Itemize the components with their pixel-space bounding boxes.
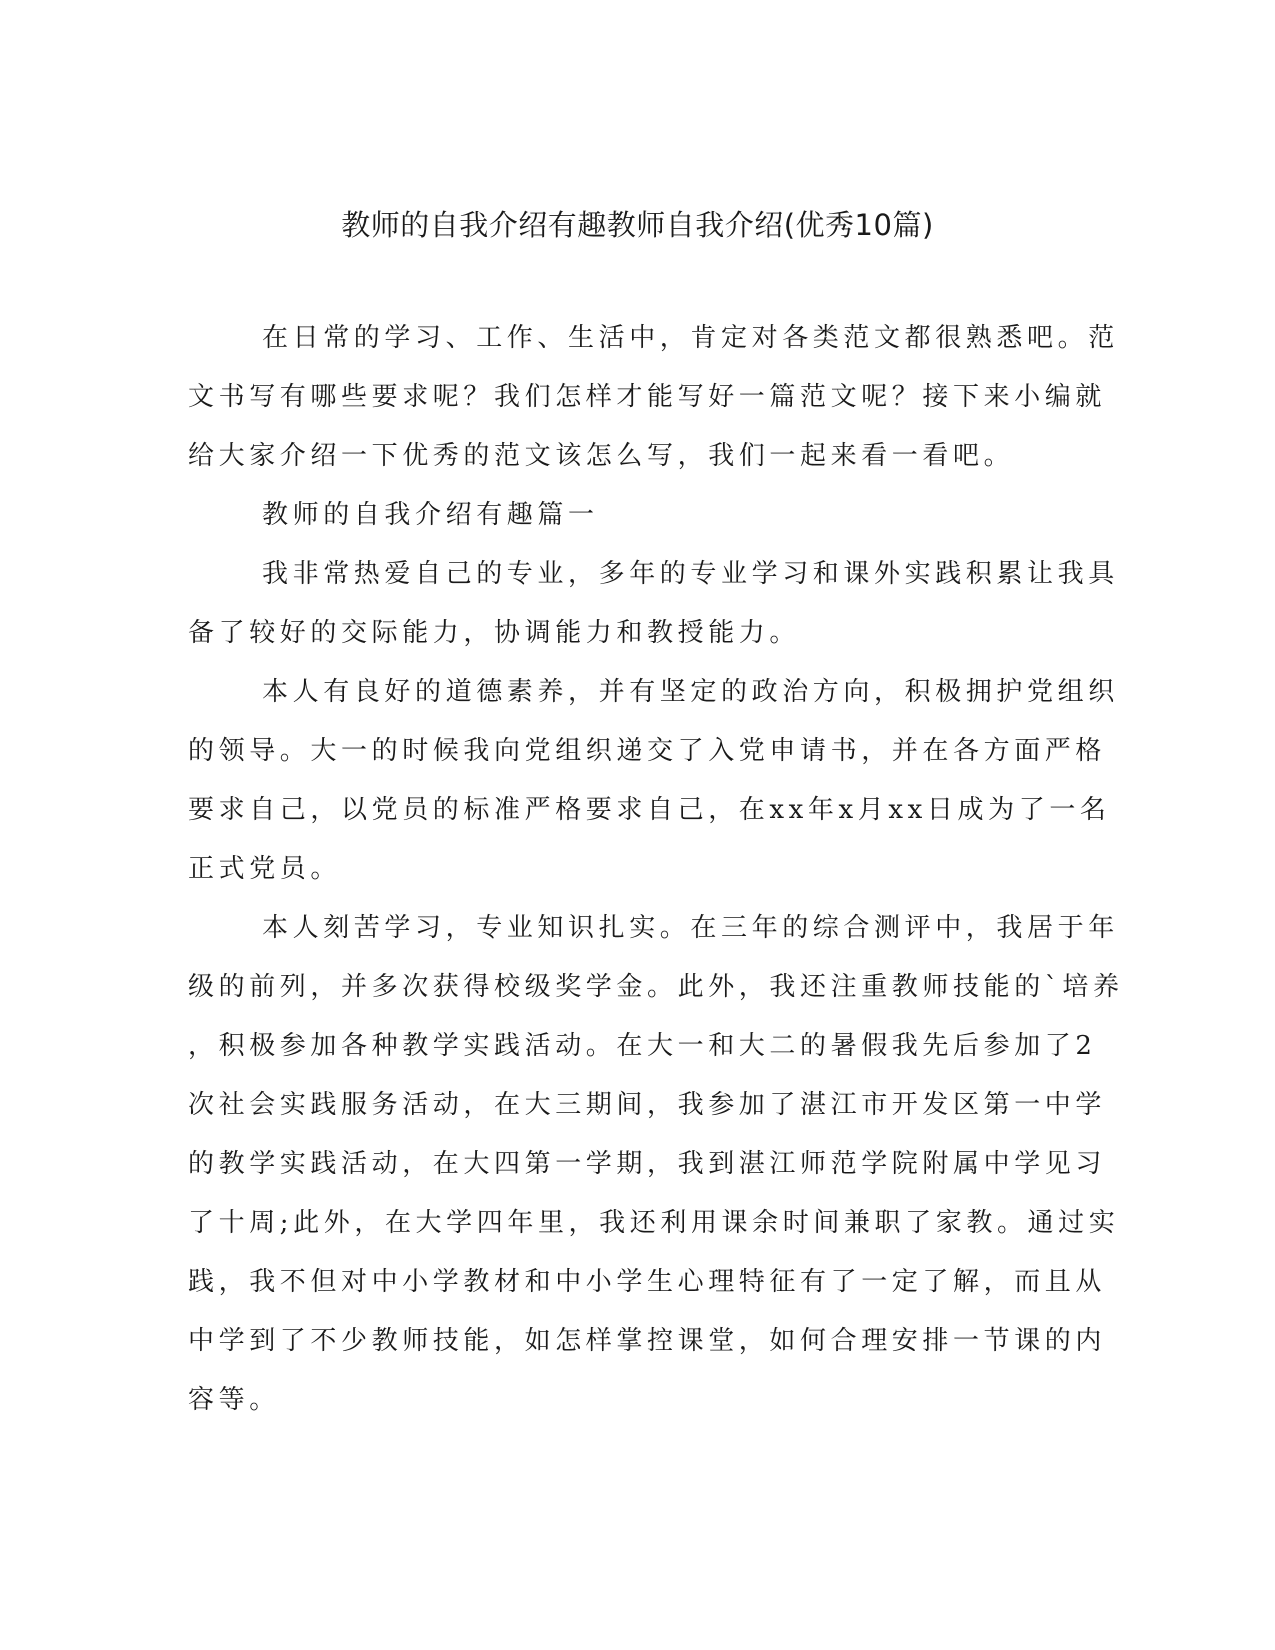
paragraph-line: 在日常的学习、工作、生活中，肯定对各类范文都很熟悉吧。范 <box>262 323 1119 353</box>
paragraph-line: 了十周;此外，在大学四年里，我还利用课余时间兼职了家教。通过实 <box>188 1208 1120 1238</box>
paragraph-line: 次社会实践服务活动，在大三期间，我参加了湛江市开发区第一中学 <box>188 1090 1107 1120</box>
paragraph-line: 的教学实践活动，在大四第一学期，我到湛江师范学院附属中学见习 <box>188 1149 1107 1179</box>
paragraph-line: 容等。 <box>188 1385 280 1415</box>
paragraph-line: 我非常热爱自己的专业，多年的专业学习和课外实践积累让我具 <box>262 559 1119 589</box>
paragraph-line: 中学到了不少教师技能，如怎样掌控课堂，如何合理安排一节课的内 <box>188 1326 1107 1356</box>
paragraph-line: 给大家介绍一下优秀的范文该怎么写，我们一起来看一看吧。 <box>188 441 1015 471</box>
paragraph-line: 文书写有哪些要求呢？我们怎样才能写好一篇范文呢？接下来小编就 <box>188 382 1107 412</box>
section-heading: 教师的自我介绍有趣篇一 <box>262 500 599 530</box>
paragraph-line: 级的前列，并多次获得校级奖学金。此外，我还注重教师技能的`培养 <box>188 972 1124 1002</box>
paragraph-line: 本人刻苦学习，专业知识扎实。在三年的综合测评中，我居于年 <box>262 913 1119 943</box>
paragraph-line: ，积极参加各种教学实践活动。在大一和大二的暑假我先后参加了2 <box>188 1031 1097 1061</box>
paragraph-line: 的领导。大一的时候我向党组织递交了入党申请书，并在各方面严格 <box>188 736 1107 766</box>
paragraph-line: 践，我不但对中小学教材和中小学生心理特征有了一定了解，而且从 <box>188 1267 1107 1297</box>
document-title: 教师的自我介绍有趣教师自我介绍(优秀10篇) <box>341 208 934 242</box>
paragraph-line: 备了较好的交际能力，协调能力和教授能力。 <box>188 618 801 648</box>
paragraph-line: 本人有良好的道德素养，并有坚定的政治方向，积极拥护党组织 <box>262 677 1119 707</box>
paragraph-line: 正式党员。 <box>188 854 342 884</box>
paragraph-line: 要求自己，以党员的标准严格要求自己，在xx年x月xx日成为了一名 <box>188 795 1111 825</box>
